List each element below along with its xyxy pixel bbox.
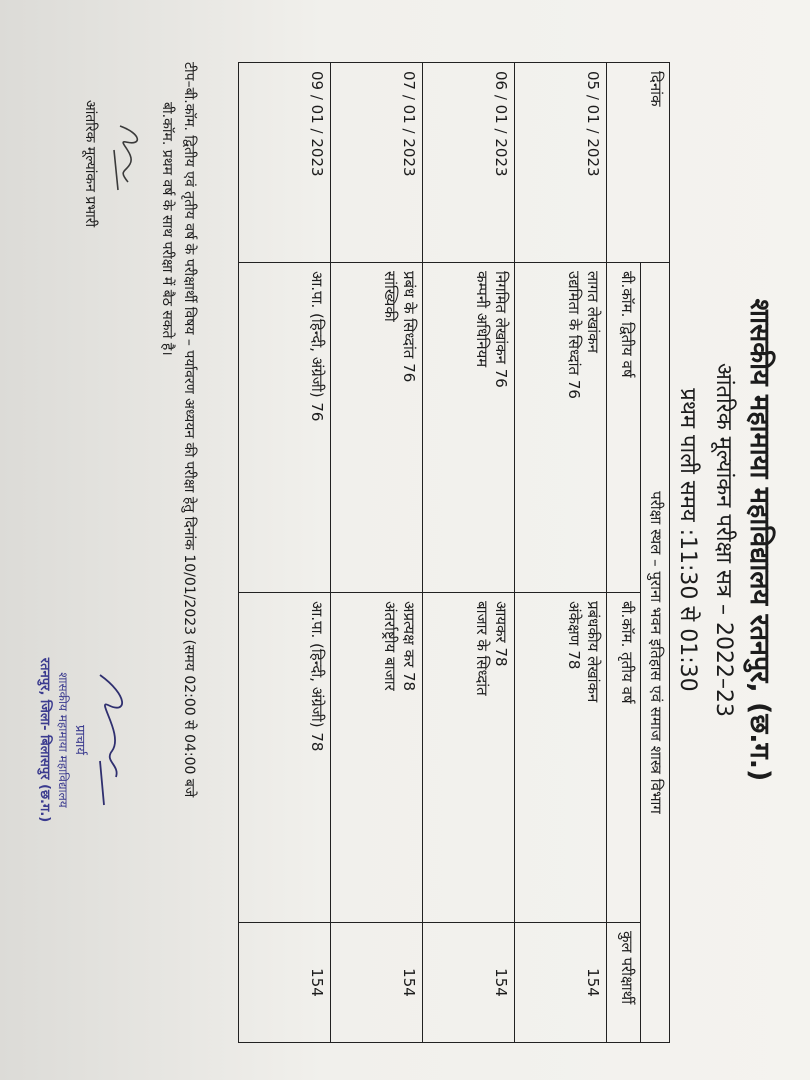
subject-line: अंकेक्षण 78 bbox=[565, 601, 583, 670]
row-third-year-subjects bbox=[331, 593, 423, 923]
header-second-year: बी.कॉम. द्वितीय वर्ष bbox=[607, 263, 641, 593]
footnote-line-1: टीप–बी.कॉम. द्वितीय एवं तृतीय वर्ष के परीक्षार्थी विषय – पर्यावरण अध्ययन की परीक्षा हेतु दिनांक 10/01/2023 (समय 02:00 से 04:00 बजे bbox=[181, 62, 197, 798]
college-title: शासकीय महामाया महाविद्यालय रतनपुर, (छ.ग.) bbox=[744, 298, 775, 782]
table-row bbox=[423, 63, 515, 1043]
header-total: कुल परीक्षार्थी bbox=[607, 923, 641, 1043]
row-second-year-subjects bbox=[515, 263, 607, 593]
exam-venue: परीक्षा स्थल – पुराना भवन इतिहास एवं समाज शास्त्र विभाग bbox=[641, 263, 670, 1043]
row-date: 09 / 01 / 2023 bbox=[239, 63, 331, 263]
exam-schedule-table bbox=[239, 62, 671, 1043]
row-total: 154 bbox=[423, 923, 515, 1043]
row-date: 07 / 01 / 2023 bbox=[331, 63, 423, 263]
incharge-label: आंतरिक मूल्यांकन प्रभारी bbox=[82, 100, 98, 228]
header-third-year: बी.कॉम. तृतीय वर्ष bbox=[607, 593, 641, 923]
subject-line: सांख्यिकी bbox=[381, 271, 399, 322]
row-total: 154 bbox=[239, 923, 331, 1043]
subject-line: बाजार के सिध्दांत bbox=[473, 601, 491, 696]
row-date: 05 / 01 / 2023 bbox=[515, 63, 607, 263]
table-row bbox=[331, 63, 423, 1043]
shift-time: प्रथम पाली समय :11:30 से 01:30 bbox=[675, 388, 700, 692]
subject-line: निगमित लेखांकन 76 bbox=[492, 271, 511, 388]
header-row bbox=[641, 63, 670, 1043]
row-total: 154 bbox=[515, 923, 607, 1043]
stamp-location: रतनपुर, जिला- बिलासपुर (छ.ग.) bbox=[37, 657, 52, 823]
subject-line: लागत लेखांकन bbox=[584, 271, 603, 353]
exam-session-title: आंतरिक मूल्यांकन परीक्षा सत्र – 2022–23 bbox=[711, 362, 736, 718]
row-second-year-subjects bbox=[239, 263, 331, 593]
row-second-year-subjects bbox=[331, 263, 423, 593]
stamp-college-name: शासकीय महामाया महाविद्यालय bbox=[56, 672, 70, 808]
row-third-year-subjects bbox=[423, 593, 515, 923]
subject-line: प्रबंध के सिध्दांत 76 bbox=[400, 271, 419, 383]
table-row bbox=[239, 63, 331, 1043]
subject-line: अप्रत्यक्ष कर 78 bbox=[400, 601, 419, 692]
subject-line: उद्यमिता के सिध्दांत 76 bbox=[565, 271, 583, 399]
incharge-signature-icon bbox=[108, 120, 148, 200]
principal-signature-icon bbox=[90, 665, 130, 815]
table-row bbox=[515, 63, 607, 1043]
row-total: 154 bbox=[331, 923, 423, 1043]
principal-label: प्राचार्य bbox=[72, 725, 87, 755]
footnote bbox=[155, 62, 200, 1062]
row-second-year-subjects bbox=[423, 263, 515, 593]
row-third-year-subjects bbox=[515, 593, 607, 923]
subject-line: कम्पनी अधिनियम bbox=[473, 271, 491, 368]
subject-line: आ.पा. (हिन्दी, अंग्रेजी) 78 bbox=[308, 601, 327, 752]
subject-line: आयकर 78 bbox=[492, 601, 511, 667]
row-third-year-subjects bbox=[239, 593, 331, 923]
header-date: दिनांक bbox=[607, 63, 670, 263]
subject-line: अंतर्राष्ट्रीय बाजार bbox=[381, 601, 399, 691]
footnote-line-2: बी.कॉम. प्रथम वर्ष के साथ परीक्षा में बैठ सकते है। bbox=[158, 102, 175, 356]
principal-stamp bbox=[37, 580, 130, 900]
subject-line: आ.पा. (हिन्दी, अंग्रेजी) 76 bbox=[308, 271, 327, 422]
subject-line: प्रबंधकीय लेखांकन bbox=[584, 601, 603, 703]
row-date: 06 / 01 / 2023 bbox=[423, 63, 515, 263]
